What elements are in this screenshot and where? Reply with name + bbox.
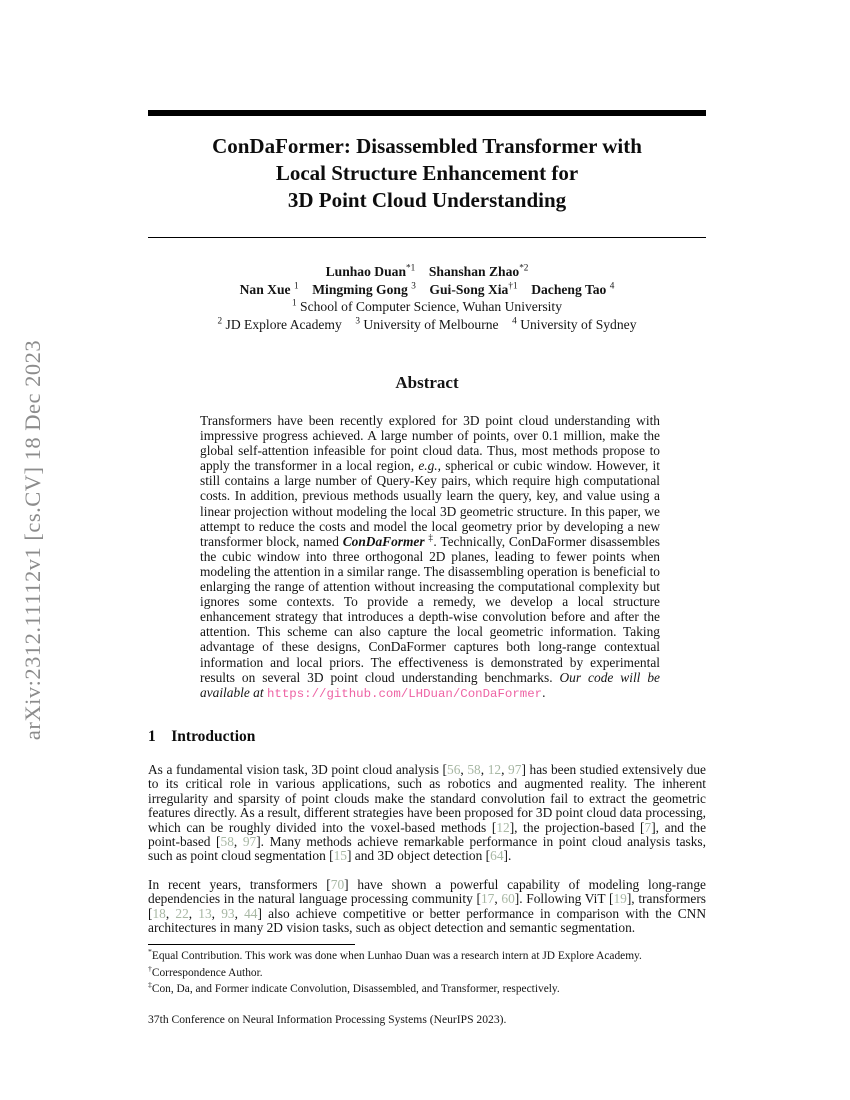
citation-ref[interactable]: 19 xyxy=(613,891,627,907)
affiliation-row-2: $^2$ JD Explore Academy $^3$ University of Melbourne $^4$ University of Sydney xyxy=(217,314,637,332)
intro-paragraph-2: In recent years, transformers [70] have shown a powerful capability of modeling long-range dependencies in the natural language processing community [17, 60]. Following ViT [19], transformers [18, 22, 13, 93, 44] also achieve competitive or better performance in comparison with the CNN architectures in many 2D vision tasks, such as object detection and semantic segmentation. xyxy=(148,877,707,936)
paper-title-line-1: ConDaFormer: Disassembled Transformer with xyxy=(212,134,642,158)
paper-title-line-2: Local Structure Enhancement for xyxy=(275,161,579,185)
citation-ref[interactable]: 17 xyxy=(480,891,495,907)
citation-ref[interactable]: 56 xyxy=(447,762,461,777)
arxiv-stamp: arXiv:2312.11112v1 [cs.CV] 18 Dec 2023 xyxy=(20,339,45,741)
footnote-equal-contribution: *Equal Contribution. This work was done when Lunhao Duan was a research intern at JD Explore Academy. xyxy=(148,947,642,962)
citation-ref[interactable]: 64 xyxy=(490,848,504,864)
intro-paragraph-1: As a fundamental vision task, 3D point cloud analysis [56, 58, 12, 97] has been studied extensively due to its critical role in various applications, such as robotics and augmented reality. The inherent irregularity and sparsity of point clouds make the standard convolution fail to extract the geometric features directly. As a result, different strategies have been proposed for 3D point cloud data processing, which can be roughly divided into the voxel-based methods [12], the projection-based [7], and the point-based [58, 97]. Many methods achieve remarkable performance in point cloud analysis tasks, such as point cloud segmentation [15] and 3D object detection [64]. xyxy=(148,762,707,864)
citation-ref[interactable]: 22 xyxy=(175,905,189,921)
citation-ref[interactable]: 15 xyxy=(333,848,347,864)
paper-title xyxy=(148,133,706,214)
citation-ref[interactable]: 97 xyxy=(242,834,257,850)
author-row-2: Nan Xue $^1$ Mingming Gong $^3$ Gui-Song Xia$^{\dagger 1}$ Dacheng Tao $^4$ xyxy=(239,279,615,297)
citation-ref[interactable]: 58 xyxy=(467,762,481,777)
citation-ref[interactable]: 60 xyxy=(501,891,515,907)
citation-ref[interactable]: 97 xyxy=(508,762,522,777)
citation-ref[interactable]: 58 xyxy=(220,834,234,850)
section-heading-introduction: 1 Introduction xyxy=(148,728,256,745)
footnotes xyxy=(148,948,706,998)
citation-ref[interactable]: 93 xyxy=(221,905,235,921)
abstract-heading: Abstract xyxy=(395,373,459,392)
abstract-text: Transformers have been recently explored for 3D point cloud understanding with impressive progress achieved. A large number of points, over 0.1 million, make the global self-attention infeasible for point cloud data. Thus, most methods propose to apply the transformer in a local region, e.g., spherical or cubic window. However, it still contains a large number of Query-Key pairs, which require high computational costs. In addition, previous methods usually learn the query, key, and value using a linear projection without modeling the local 3D geometric structure. In this paper, we attempt to reduce the costs and model the local geometry prior by developing a new transformer block, named ConDaFormer ‡. Technically, ConDaFormer disassembles the cubic window into three orthogonal 2D planes, leading to fewer points when modeling the attention in a similar range. The disassembling operation is beneficial to enlarging the range of attention without increasing the computational complexity but ignores some contexts. To provide a remedy, we develop a local structure enhancement strategy that introduces a depth-wise convolution before and after the attention. This scheme can also capture the local geometric information. Taking advantage of these designs, ConDaFormer captures both long-range contextual information and local priors. The effectiveness is demonstrated by experimental results on several 3D point cloud understanding benchmarks. Our code will be available at https://github.com/LHDuan/ConDaFormer. xyxy=(200,413,660,701)
title-rule-thick xyxy=(148,110,706,116)
conference-footer: 37th Conference on Neural Information Processing Systems (NeurIPS 2023). xyxy=(148,1013,507,1026)
title-rule-thin xyxy=(148,237,706,238)
citation-ref[interactable]: 70 xyxy=(330,877,345,892)
paper-title-line-3: 3D Point Cloud Understanding xyxy=(287,188,567,212)
footnote-correspondence: †Correspondence Author. xyxy=(148,963,263,979)
citation-ref[interactable]: 7 xyxy=(644,819,652,835)
author-row-1: Lunhao Duan$^{*1}$ Shanshan Zhao$^{*2}$ xyxy=(325,262,529,279)
affiliation-row-1: $^1$ School of Computer Science, Wuhan University xyxy=(292,297,562,314)
author-block xyxy=(148,263,706,333)
footnote-rule xyxy=(148,944,355,945)
citation-ref[interactable]: 44 xyxy=(244,905,258,921)
citation-ref[interactable]: 18 xyxy=(152,905,166,921)
github-link[interactable]: https://github.com/LHDuan/ConDaFormer xyxy=(266,686,543,701)
citation-ref[interactable]: 13 xyxy=(198,905,212,921)
citation-ref[interactable]: 12 xyxy=(487,762,502,777)
citation-ref[interactable]: 12 xyxy=(496,819,510,835)
footnote-condaformer-name: ‡Con, Da, and Former indicate Convolution, Disassembled, and Transformer, respectively. xyxy=(148,980,560,995)
